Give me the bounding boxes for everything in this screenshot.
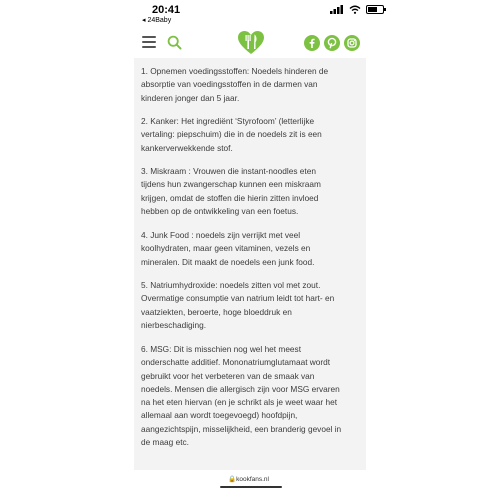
instagram-icon[interactable] (344, 35, 360, 51)
status-time: 20:41 (152, 4, 181, 16)
article-paragraph: 5. Natriumhydroxide: noedels zitten vol met zout. Overmatige consumptie van natrium leidt tot hart- en vaatziekten, beroerte, hoge bloeddruk en nierbeschadiging. (141, 280, 335, 330)
article-paragraph: 1. Opnemen voedingsstoffen: Noedels hinderen de absorptie van voedingsstoffen in de darmen van kinderen jonger dan 5 jaar. (141, 66, 329, 103)
article-paragraph: 4. Junk Food : noedels zijn verrijkt met veel koolhydraten, maar geen vitaminen, vezels en mineralen. Dit maakt de noedels een junk food. (141, 230, 315, 267)
back-to-app-link[interactable]: ◂ 24Baby (142, 17, 172, 24)
article-paragraph: 3. Miskraam : Vrouwen die instant-noodles eten tijdens hun zwangerschap kunnen een miskraam krijgen, omdat de stoffen die hierin zitten invloed hebben op de ontwikkeling van een foetus. (141, 166, 321, 216)
home-indicator[interactable] (220, 486, 282, 488)
site-header (134, 28, 366, 58)
facebook-icon[interactable] (304, 35, 320, 51)
logo-icon[interactable] (238, 31, 264, 55)
status-icons (330, 5, 384, 14)
wifi-icon (349, 5, 361, 14)
hamburger-menu-icon[interactable] (142, 36, 156, 48)
url-address[interactable]: 🔒kookfans.nl (228, 476, 269, 483)
search-icon[interactable] (167, 35, 182, 50)
signal-icon (330, 5, 344, 14)
social-links (304, 35, 360, 51)
article-content (134, 58, 366, 470)
status-bar (0, 0, 500, 28)
pinterest-icon[interactable] (324, 35, 340, 51)
article-paragraph: 6. MSG: Dit is misschien nog wel het meest onderschatte additief. Mononatriumglutamaat wordt gebruikt voor het verbeteren van de smaak van noedels. Mensen die allergisch zijn voor MSG ervaren na het eten hiervan (en je schrikt als je weet waar het allemaal aan wordt toegevoegd) hoofdpijn, aangezichtspijn, misselijkheid, een branderig gevoel in de maag etc. (141, 344, 342, 448)
browser-url-bar (0, 472, 500, 500)
battery-level (368, 7, 377, 12)
article-paragraph: 2. Kanker: Het ingrediënt ‘Styrofoom’ (letterlijke vertaling: piepschuim) die in de noedels zit is een kankerverwekkende stof. (141, 116, 322, 153)
battery-icon (366, 5, 384, 14)
